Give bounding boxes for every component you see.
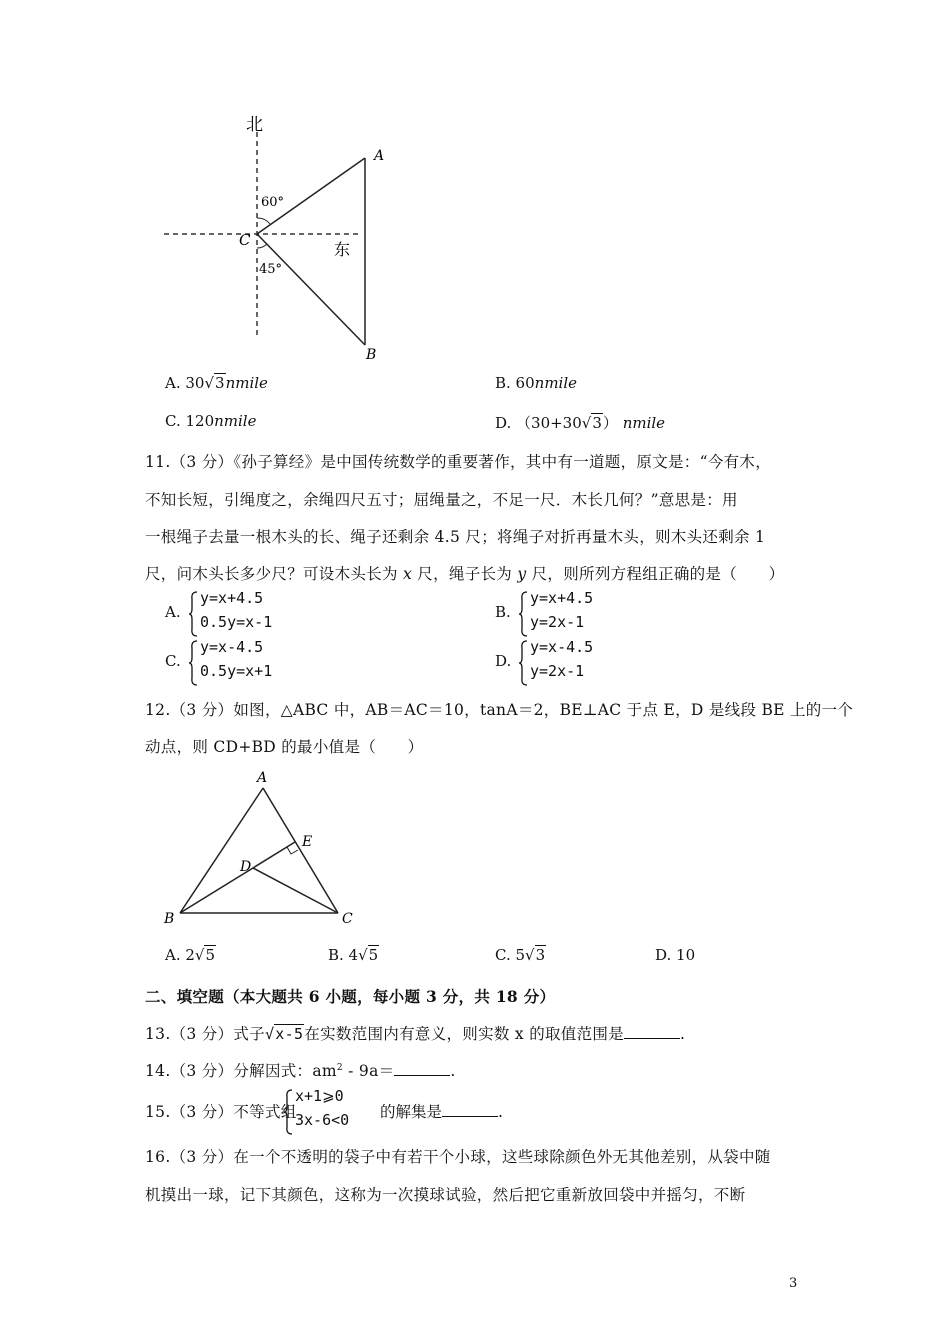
q11-a-row-1: y=x+4.5	[200, 589, 264, 607]
q15-tail	[380, 1100, 503, 1122]
q11-line-4-c: 尺，则所列方程组正确的是（ ）	[526, 565, 785, 583]
sqrt-symbol: √x-5	[264, 1025, 304, 1043]
q11-line-4-b: 尺，绳子长为	[412, 565, 518, 583]
q14-text-a: 14.（3 分）分解因式：am	[145, 1062, 337, 1080]
q10-a-radicand: 3	[215, 374, 225, 392]
q12-a-text: A. 2	[165, 946, 195, 964]
q10-option-b	[495, 374, 577, 392]
q11-c-row-2: 0.5y=x+1	[200, 662, 273, 680]
q15-row-1: x+1⩾0	[295, 1087, 344, 1105]
section-heading: 二、填空题（本大题共 6 小题，每小题 3 分，共 18 分）	[145, 987, 556, 1006]
q12-option-d: D. 10	[655, 946, 696, 964]
north-label: 北	[246, 115, 263, 135]
q13	[145, 1022, 685, 1044]
q14-exponent: 2	[336, 1062, 343, 1073]
q12-option-c	[495, 946, 546, 964]
q10-d-text: D. （30+30	[495, 414, 582, 432]
vertex-a-label: A	[257, 770, 268, 786]
q10-c-text: C. 120	[165, 412, 215, 430]
answer-blank[interactable]	[624, 1026, 680, 1039]
q10-option-c	[165, 412, 256, 430]
q11-d-label: D.	[495, 652, 512, 670]
q11-b-label: B.	[495, 603, 511, 621]
point-b-label: B	[366, 347, 377, 363]
answer-blank[interactable]	[442, 1104, 498, 1117]
q15-end: .	[498, 1103, 503, 1121]
q11-c-label: C.	[165, 652, 181, 670]
q11-d-row-1: y=x-4.5	[530, 638, 594, 656]
angle-arc-bottom	[257, 244, 267, 248]
compass-diagram	[160, 110, 400, 365]
q16-line-2: 机摸出一球，记下其颜色，这称为一次摸球试验，然后把它重新放回袋中并摇匀，不断	[145, 1186, 746, 1204]
q11-line-4	[145, 562, 784, 584]
segment-be	[180, 842, 295, 913]
page-number: 3	[789, 1276, 798, 1291]
q10-d-close: ）	[602, 414, 618, 432]
q11-b-row-2: y=2x-1	[530, 613, 585, 631]
sqrt-symbol: √5	[194, 946, 216, 964]
q13-radicand: x-5	[275, 1025, 304, 1043]
q13-end: .	[680, 1025, 686, 1043]
q15-text-b: 的解集是	[380, 1103, 443, 1121]
vertex-b-label: B	[164, 911, 175, 927]
q11-d-row-2: y=2x-1	[530, 662, 585, 680]
q10-d-unit: nmile	[622, 414, 666, 432]
q12-b-radicand: 5	[368, 946, 379, 964]
right-angle-mark	[287, 847, 298, 854]
point-d-label: D	[240, 859, 252, 875]
q10-a-unit: nmile	[225, 374, 268, 392]
q10-option-a	[165, 374, 268, 392]
sqrt-symbol: √3	[581, 414, 602, 432]
q12-line-2: 动点，则 CD+BD 的最小值是（ ）	[145, 738, 424, 756]
q12-b-text: B. 4	[328, 946, 359, 964]
q11-a-label: A.	[165, 603, 181, 621]
point-e-label: E	[302, 834, 313, 850]
angle-60-label: 60°	[261, 195, 285, 210]
q10-a-text: A. 30	[165, 374, 205, 392]
q14-text-b: - 9a＝	[342, 1062, 395, 1080]
q11-a-row-2: 0.5y=x-1	[200, 613, 273, 631]
q16-line-1: 16.（3 分）在一个不透明的袋子中有若干个小球，这些球除颜色外无其他差别，从袋中随	[145, 1148, 771, 1166]
q12-line-1: 12.（3 分）如图，△ABC 中，AB＝AC＝10，tanA＝2，BE⊥AC 于点 E，D 是线段 BE 上的一个	[145, 701, 854, 719]
brace-icon	[188, 640, 198, 686]
brace-icon	[188, 591, 198, 637]
point-a-label: A	[374, 148, 385, 164]
q12-c-text: C. 5	[495, 946, 526, 964]
q11-line-1: 11.（3 分）《孙子算经》是中国传统数学的重要著作，其中有一道题，原文是：“今有木，	[145, 453, 772, 471]
q14	[145, 1059, 456, 1081]
angle-arc-top	[257, 218, 270, 224]
q13-text-b: 在实数范围内有意义，则实数 x 的取值范围是	[304, 1025, 624, 1043]
q11-c-row-1: y=x-4.5	[200, 638, 264, 656]
q12-option-a	[165, 946, 216, 964]
q12-option-b	[328, 946, 379, 964]
q11-b-row-1: y=x+4.5	[530, 589, 594, 607]
triangle-diagram	[160, 768, 370, 930]
sqrt-symbol: √3	[525, 946, 546, 964]
q11-line-2: 不知长短，引绳度之，余绳四尺五寸；屈绳量之，不足一尺．木长几何？”意思是：用	[145, 491, 738, 509]
answer-blank[interactable]	[394, 1063, 450, 1076]
side-ab	[180, 788, 263, 913]
brace-icon	[518, 640, 528, 686]
q10-d-radicand: 3	[592, 414, 602, 432]
q12-c-radicand: 3	[535, 946, 546, 964]
east-label: 东	[334, 240, 351, 259]
q14-end: .	[450, 1062, 456, 1080]
q13-text-a: 13.（3 分）式子	[145, 1025, 265, 1043]
var-x: x	[403, 565, 413, 583]
q12-a-radicand: 5	[205, 946, 216, 964]
q15-text-a: 15.（3 分）不等式组	[145, 1103, 297, 1121]
side-ac	[263, 788, 338, 913]
q10-b-text: B. 60	[495, 374, 535, 392]
q10-c-unit: nmile	[214, 412, 257, 430]
q11-line-4-a: 尺，问木头长多少尺？可设木头长为	[145, 565, 404, 583]
q10-b-unit: nmile	[534, 374, 578, 392]
sqrt-symbol: √5	[358, 946, 379, 964]
brace-icon	[518, 591, 528, 637]
q15-row-2: 3x-6<0	[295, 1111, 350, 1129]
q10-option-d	[495, 412, 665, 433]
angle-45-label: 45°	[259, 262, 283, 277]
q11-line-3: 一根绳子去量一根木头的长、绳子还剩余 4.5 尺；将绳子对折再量木头，则木头还剩余 1	[145, 528, 766, 546]
sqrt-symbol: √3	[204, 374, 225, 392]
var-y: y	[517, 565, 527, 583]
vertex-c-label: C	[342, 911, 353, 927]
brace-icon	[283, 1089, 293, 1135]
point-c-label: C	[239, 231, 251, 249]
